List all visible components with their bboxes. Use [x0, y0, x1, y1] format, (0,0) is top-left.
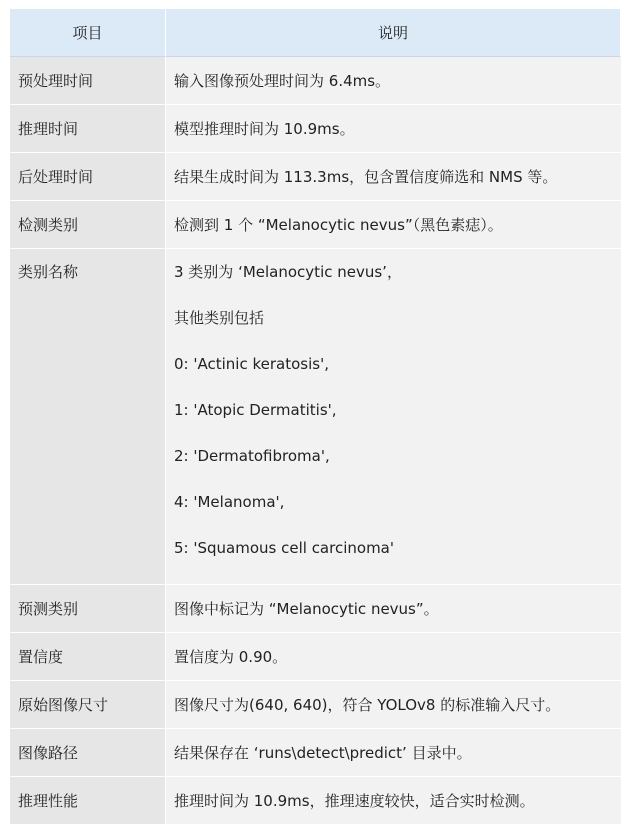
category-line: 3 类别为 ‘Melanocytic nevus’，: [174, 263, 402, 281]
table-row: [10, 105, 621, 153]
table-row: [10, 777, 621, 825]
category-line: 2: 'Dermatofibroma',: [174, 447, 330, 465]
row-value: 结果保存在 ‘runs\detect\predict’ 目录中。: [166, 729, 621, 777]
table-row: [10, 633, 621, 681]
table-row: [10, 681, 621, 729]
row-value: 推理时间为 10.9ms，推理速度较快，适合实时检测。: [166, 777, 621, 825]
row-key: 预测类别: [10, 585, 166, 633]
header-description: 说明: [166, 9, 621, 57]
category-list: [174, 262, 613, 584]
row-key: 类别名称: [10, 249, 166, 585]
table-row: [10, 201, 621, 249]
row-value: 图像中标记为 “Melanocytic nevus”。: [166, 585, 621, 633]
header-item: 项目: [10, 9, 166, 57]
table-row: [10, 585, 621, 633]
row-key: 图像路径: [10, 729, 166, 777]
row-value: 检测到 1 个 “Melanocytic nevus”（黑色素痣）。: [166, 201, 621, 249]
row-value: 输入图像预处理时间为 6.4ms。: [166, 57, 621, 105]
row-value: 图像尺寸为(640, 640)，符合 YOLOv8 的标准输入尺寸。: [166, 681, 621, 729]
table-row: [10, 57, 621, 105]
category-line: 4: 'Melanoma',: [174, 493, 285, 511]
row-key: 原始图像尺寸: [10, 681, 166, 729]
category-line: 5: 'Squamous cell carcinoma': [174, 539, 394, 557]
category-lines-cell: [166, 249, 621, 585]
table-row: [10, 729, 621, 777]
row-key: 置信度: [10, 633, 166, 681]
info-table: [10, 9, 621, 825]
row-value: 结果生成时间为 113.3ms，包含置信度筛选和 NMS 等。: [166, 153, 621, 201]
row-key: 推理时间: [10, 105, 166, 153]
category-line: 其他类别包括: [174, 309, 265, 327]
table-row-categories: [10, 249, 621, 585]
row-key: 预处理时间: [10, 57, 166, 105]
row-key: 检测类别: [10, 201, 166, 249]
row-value: 置信度为 0.90。: [166, 633, 621, 681]
row-value: 模型推理时间为 10.9ms。: [166, 105, 621, 153]
category-line: 0: 'Actinic keratosis',: [174, 355, 329, 373]
category-line: 1: 'Atopic Dermatitis',: [174, 401, 337, 419]
table-row: [10, 153, 621, 201]
table-header-row: [10, 9, 621, 57]
row-key: 推理性能: [10, 777, 166, 825]
row-key: 后处理时间: [10, 153, 166, 201]
